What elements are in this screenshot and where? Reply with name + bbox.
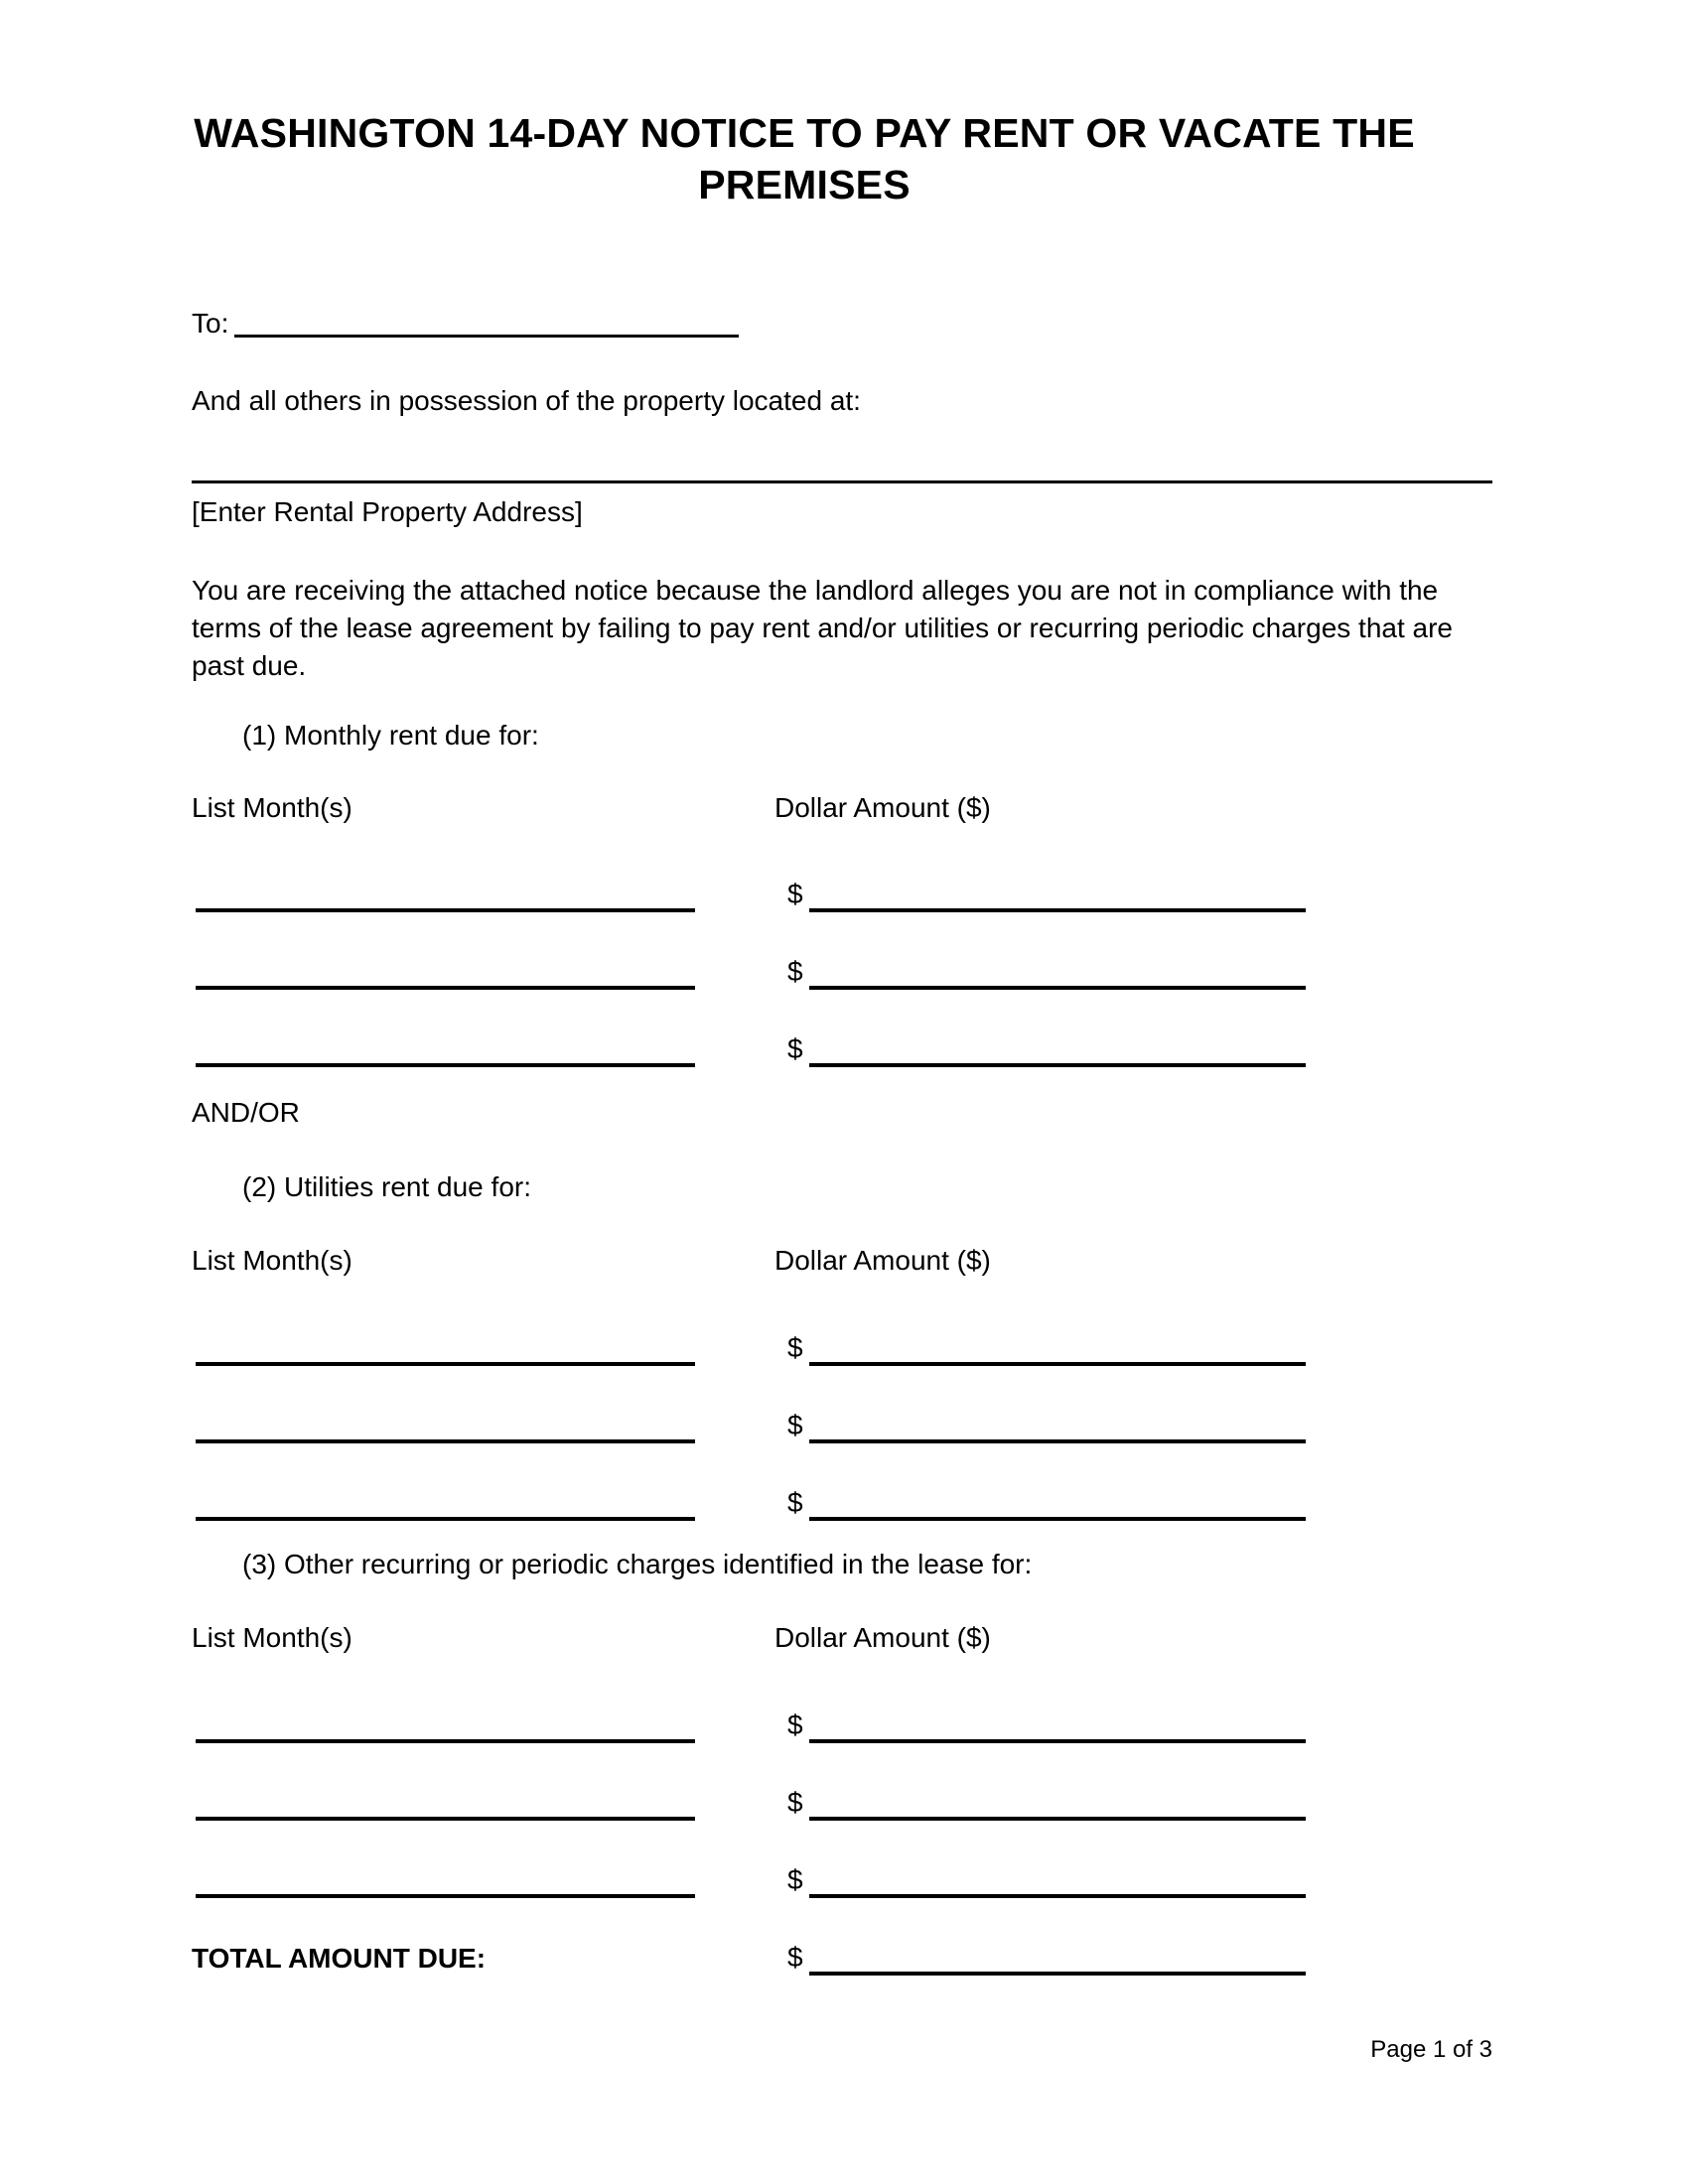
- amount-fill-line[interactable]: [809, 985, 1306, 990]
- column-header-months: List Month(s): [192, 1622, 352, 1653]
- amount-fill-line[interactable]: [809, 1516, 1306, 1521]
- recipient-fill-line[interactable]: [234, 334, 739, 338]
- month-fill-line[interactable]: [196, 1438, 695, 1443]
- month-fill-line[interactable]: [196, 907, 695, 912]
- column-header-amount: Dollar Amount ($): [774, 1245, 991, 1276]
- total-amount-due-row: [192, 1932, 1492, 1976]
- section-1-heading: (1) Monthly rent due for:: [242, 720, 539, 751]
- section-2-heading: (2) Utilities rent due for:: [242, 1171, 531, 1202]
- page-content: [192, 0, 1492, 2063]
- all-others-line: And all others in possession of the property located at:: [192, 385, 861, 416]
- section-3-column-headers: [192, 1624, 1492, 1658]
- table-row: [192, 1322, 1492, 1366]
- dollar-sign: $: [787, 1410, 803, 1440]
- page-footer: Page 1 of 3: [1370, 2036, 1492, 2063]
- dollar-sign: $: [787, 1487, 803, 1518]
- table-row: [192, 1777, 1492, 1821]
- month-fill-line[interactable]: [196, 1516, 695, 1521]
- month-fill-line[interactable]: [196, 1361, 695, 1366]
- dollar-sign: $: [787, 879, 803, 909]
- month-fill-line[interactable]: [196, 985, 695, 990]
- dollar-sign: $: [787, 1033, 803, 1064]
- table-row: [192, 946, 1492, 990]
- table-row: [192, 1477, 1492, 1521]
- address-fill-line[interactable]: [192, 479, 1492, 483]
- recipient-label: To:: [192, 308, 229, 339]
- table-row: [192, 1700, 1492, 1743]
- address-caption: [Enter Rental Property Address]: [192, 496, 583, 527]
- andor-label: AND/OR: [192, 1097, 300, 1128]
- amount-fill-line[interactable]: [809, 907, 1306, 912]
- amount-fill-line[interactable]: [809, 1062, 1306, 1067]
- page-title: WASHINGTON 14-DAY NOTICE TO PAY RENT OR VACATE THE PREMISES: [194, 110, 1415, 208]
- table-row: [192, 1854, 1492, 1898]
- amount-fill-line[interactable]: [809, 1738, 1306, 1743]
- section-1-column-headers: [192, 794, 1492, 828]
- dollar-sign: $: [787, 1709, 803, 1740]
- column-header-amount: Dollar Amount ($): [774, 792, 991, 823]
- table-row: [192, 1400, 1492, 1443]
- month-fill-line[interactable]: [196, 1893, 695, 1898]
- column-header-months: List Month(s): [192, 792, 352, 823]
- amount-fill-line[interactable]: [809, 1893, 1306, 1898]
- dollar-sign: $: [787, 956, 803, 987]
- dollar-sign: $: [787, 1864, 803, 1895]
- table-row: [192, 869, 1492, 912]
- total-amount-due-label: TOTAL AMOUNT DUE:: [192, 1943, 487, 1974]
- month-fill-line[interactable]: [196, 1816, 695, 1821]
- recipient-row: [192, 310, 739, 338]
- section-3-heading: (3) Other recurring or periodic charges identified in the lease for:: [242, 1549, 1033, 1579]
- dollar-sign: $: [787, 1942, 803, 1973]
- notice-paragraph: You are receiving the attached notice because the landlord alleges you are not in compliance with the terms of the lease agreement by failing to pay rent and/or utilities or recurring periodic charges that are past due.: [192, 575, 1453, 682]
- section-2-column-headers: [192, 1247, 1492, 1281]
- amount-fill-line[interactable]: [809, 1816, 1306, 1821]
- amount-fill-line[interactable]: [809, 1438, 1306, 1443]
- month-fill-line[interactable]: [196, 1062, 695, 1067]
- table-row: [192, 1024, 1492, 1067]
- dollar-sign: $: [787, 1332, 803, 1363]
- column-header-amount: Dollar Amount ($): [774, 1622, 991, 1653]
- month-fill-line[interactable]: [196, 1738, 695, 1743]
- dollar-sign: $: [787, 1787, 803, 1818]
- column-header-months: List Month(s): [192, 1245, 352, 1276]
- total-amount-fill-line[interactable]: [809, 1971, 1306, 1976]
- amount-fill-line[interactable]: [809, 1361, 1306, 1366]
